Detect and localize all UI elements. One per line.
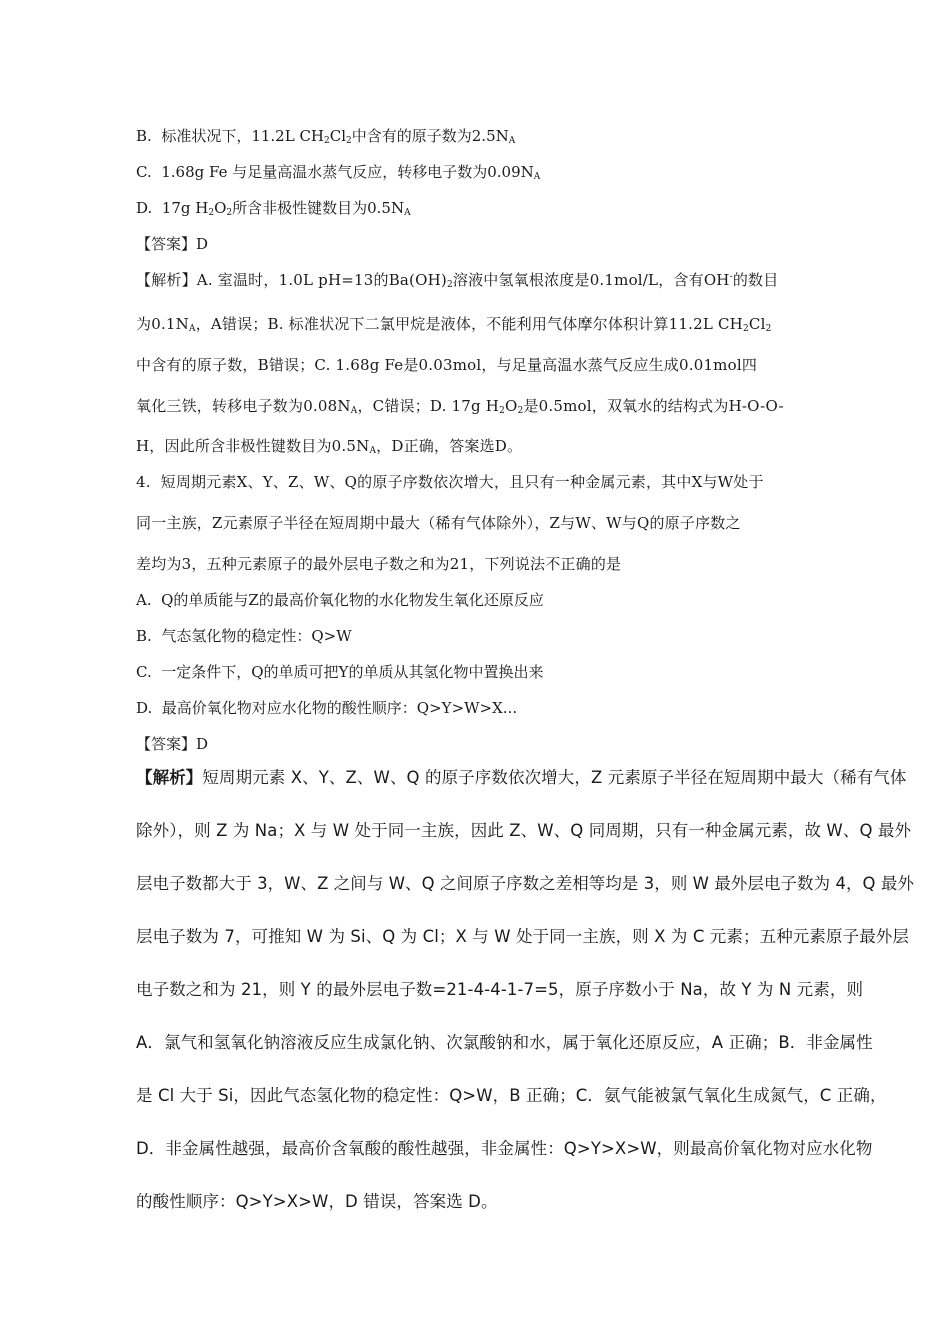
q4-option-a: A. Q的单质能与Z的最高价氧化物的水化物发生氧化还原反应 <box>136 591 544 609</box>
q4-analysis-line-2: 除外），则 Z 为 Na；X 与 W 处于同一主族，因此 Z、W、Q 同周期，只有一种金属元素，故 W、Q 最外 <box>136 821 912 840</box>
q4-option-c: C. 一定条件下，Q的单质可把Y的单质从其氢化物中置换出来 <box>136 663 544 681</box>
q4-stem-line-3: 差均为3，五种元素原子的最外层电子数之和为21，下列说法不正确的是 <box>136 555 622 573</box>
q3-analysis-line-1: 【解析】A. 室温时，1.0L pH=13的$Ba(OH)_2$溶液中氢氧根浓度是0.1mol/L，含有OH-的数目 <box>136 271 779 290</box>
q4-analysis-line-6: A．氯气和氢氧化钠溶液反应生成氯化钠、次氯酸钠和水，属于氧化还原反应，A 正确；B．非金属性 <box>136 1033 873 1052</box>
q3-answer: 【答案】D <box>136 235 209 253</box>
q3-option-b: B. 标准状况下，11.2L $CH_2Cl_2$中含有的原子数为$2.5N_A$ <box>136 127 516 146</box>
q4-stem-line-2: 同一主族，Z元素原子半径在短周期中最大（稀有气体除外），Z与W、W与Q的原子序数之 <box>136 514 741 532</box>
q4-analysis-line-7: 是 Cl 大于 Si，因此气态氢化物的稳定性：Q>W，B 正确；C．氨气能被氯气氧化生成氮气，C 正确， <box>136 1086 887 1105</box>
q4-analysis-line-3: 层电子数都大于 3，W、Z 之间与 W、Q 之间原子序数之差相等均是 3，则 W 最外层电子数为 4，Q 最外 <box>136 874 914 893</box>
q3-option-d: D. 17g $H_2O_2$所含非极性键数目为$0.5N_A$ <box>136 199 411 218</box>
q4-option-d: D. 最高价氧化物对应水化物的酸性顺序：Q>Y>W>X... <box>136 699 518 717</box>
q4-option-b: B. 气态氢化物的稳定性：Q>W <box>136 627 352 645</box>
q4-answer: 【答案】D <box>136 735 209 753</box>
q3-analysis-line-5: H，因此所含非极性键数目为$0.5N_A$，D正确，答案选D。 <box>136 437 523 456</box>
q4-analysis-label: 【解析】 <box>136 768 203 787</box>
q4-analysis-line-8: D．非金属性越强，最高价含氧酸的酸性越强，非金属性：Q>Y>X>W，则最高价氧化物对应水化物 <box>136 1139 873 1158</box>
q4-analysis-line-4: 层电子数为 7，可推知 W 为 Si、Q 为 Cl；X 与 W 处于同一主族，则 X 为 C 元素；五种元素原子最外层 <box>136 927 909 946</box>
q3-analysis-line-2: 为$0.1N_A$，A错误；B. 标准状况下二氯甲烷是液体，不能利用气体摩尔体积计算11.2L $CH_2Cl_2$ <box>136 315 772 334</box>
q3-option-c: C. 1.68g Fe 与足量高温水蒸气反应，转移电子数为$0.09N_A$ <box>136 163 541 182</box>
q4-analysis-line-1: 【解析】短周期元素 X、Y、Z、W、Q 的原子序数依次增大，Z 元素原子半径在短周期中最大（稀有气体 <box>136 768 907 787</box>
q3-analysis-line-4: 氧化三铁，转移电子数为$0.08N_A$，C错误；D. 17g $H_2O_2$是0.5mol，双氧水的结构式为H-O-O- <box>136 397 784 416</box>
q4-analysis-line-5: 电子数之和为 21，则 Y 的最外层电子数=21-4-4-1-7=5，原子序数小于 Na，故 Y 为 N 元素，则 <box>136 980 864 999</box>
q4-analysis-line-9: 的酸性顺序：Q>Y>X>W，D 错误，答案选 D。 <box>136 1192 498 1211</box>
q3-analysis-line-3: 中含有的原子数，B错误；C. 1.68g Fe是0.03mol，与足量高温水蒸气反应生成0.01mol四 <box>136 356 758 374</box>
q4-stem-line-1: 4. 短周期元素X、Y、Z、W、Q的原子序数依次增大，且只有一种金属元素，其中X与W处于 <box>136 473 764 491</box>
